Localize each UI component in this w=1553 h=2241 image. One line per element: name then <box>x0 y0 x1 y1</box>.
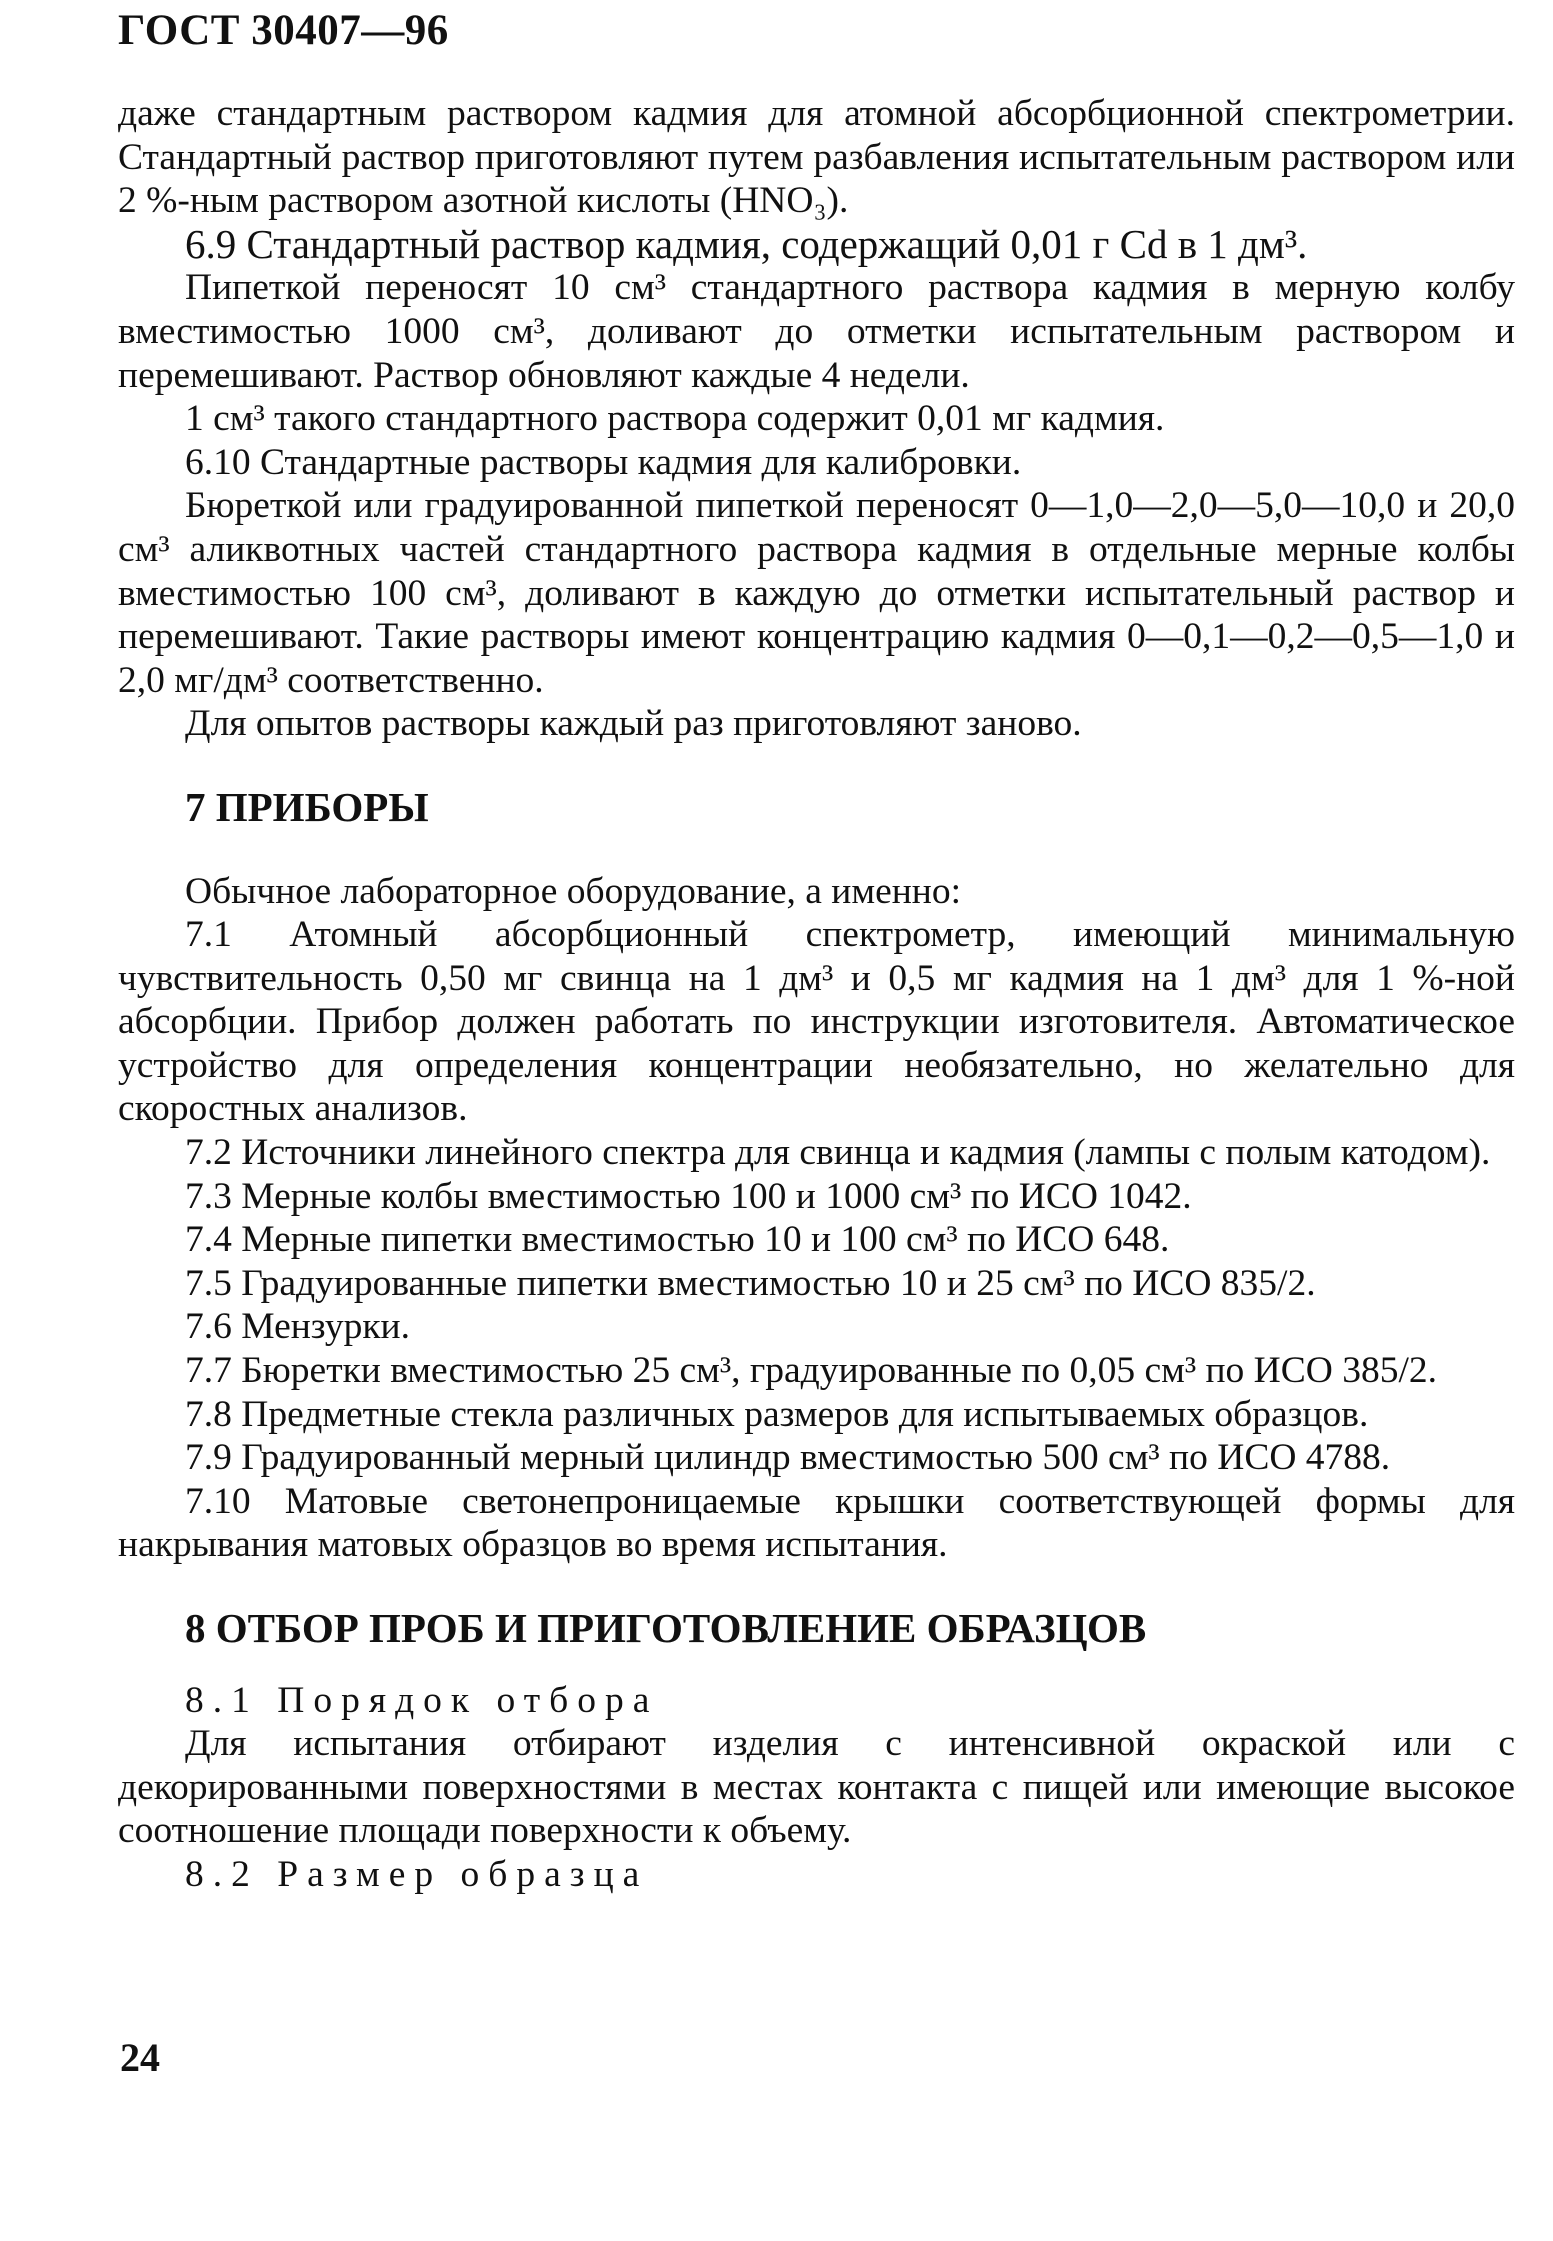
spacer <box>118 830 1515 870</box>
section-8-1-title: 8.1 Порядок отбора <box>185 1679 659 1721</box>
section-8-1-body: Для испытания отбирают изделия с интенсивной окраской или с декорированными поверхностями в местах контакта с пищей или имеющие высокое соотношение площади поверхности к объему. <box>118 1723 1515 1852</box>
list-item-7-2: 7.2 Источники линейного спектра для свинца и кадмия (лампы с полым катодом). <box>185 1132 1491 1174</box>
spacer <box>118 1651 1515 1679</box>
section-8-2-title: 8.2 Размер образца <box>185 1853 649 1895</box>
list-item-7-6: 7.6 Мензурки. <box>185 1306 410 1348</box>
section-6-10-note: Для опытов растворы каждый раз приготовляют заново. <box>185 703 1082 745</box>
paragraph-continuation: даже стандартным раствором кадмия для атомной абсорбционной спектрометрии. Стандартный раствор приготовляют путем разбавления испытательным раствором или 2 %-ным раствором азотной кислоты (HNO₃). <box>118 93 1515 222</box>
document-header: ГОСТ 30407—96 <box>118 7 449 54</box>
list-item-7-4: 7.4 Мерные пипетки вместимостью 10 и 100 см³ по ИСО 648. <box>185 1219 1170 1261</box>
section-7-intro: Обычное лабораторное оборудование, а именно: <box>185 870 962 912</box>
list-item-7-8: 7.8 Предметные стекла различных размеров для испытываемых образцов. <box>185 1393 1369 1435</box>
list-item-7-9: 7.9 Градуированный мерный цилиндр вместимостью 500 см³ по ИСО 4788. <box>185 1437 1391 1479</box>
section-6-10-body: Бюреткой или градуированной пипеткой переносят 0—1,0—2,0—5,0—10,0 и 20,0 см³ аликвотных частей стандартного раствора кадмия в отдельные мерные колбы вместимостью 100 см³, доливают в каждую до отметки испытательный раствор и перемешивают. Такие растворы имеют концентрацию кадмия 0—0,1—0,2—0,5—1,0 и 2,0 мг/дм³ соответственно. <box>118 485 1515 701</box>
list-item-7-10: 7.10 Матовые светонепроницаемые крышки соответствующей формы для накрывания матовых образцов во время испытания. <box>118 1480 1515 1566</box>
section-6-10-title: 6.10 Стандартные растворы кадмия для калибровки. <box>185 441 1022 483</box>
section-6-9-title: 6.9 Стандартный раствор кадмия, содержащий 0,01 г Cd в 1 дм³. <box>185 220 1308 267</box>
document-body <box>118 92 1515 1897</box>
section-6-9-body: Пипеткой переносят 10 см³ стандартного раствора кадмия в мерную колбу вместимостью 1000 см³, доливают до отметки испытательным раствором и перемешивают. Раствор обновляют каждые 4 недели. <box>118 267 1515 396</box>
section-7-heading: 7 ПРИБОРЫ <box>185 783 429 830</box>
section-6-9-note: 1 см³ такого стандартного раствора содержит 0,01 мг кадмия. <box>185 398 1165 440</box>
list-item-7-7: 7.7 Бюретки вместимостью 25 см³, градуированные по 0,05 см³ по ИСО 385/2. <box>185 1350 1438 1392</box>
page-number: 24 <box>120 2035 160 2080</box>
list-item-7-5: 7.5 Градуированные пипетки вместимостью 10 и 25 см³ по ИСО 835/2. <box>185 1262 1316 1304</box>
section-8-heading: 8 ОТБОР ПРОБ И ПРИГОТОВЛЕНИЕ ОБРАЗЦОВ <box>185 1605 1147 1651</box>
list-item-7-3: 7.3 Мерные колбы вместимостью 100 и 1000 см³ по ИСО 1042. <box>185 1175 1192 1217</box>
document-page <box>118 0 1518 2241</box>
list-item-7-1: 7.1 Атомный абсорбционный спектрометр, имеющий минимальную чувствительность 0,50 мг свинца на 1 дм³ и 0,5 мг кадмия на 1 дм³ для 1 %-ной абсорбции. Прибор должен работать по инструкции изготовителя. Автоматическое устройство для определения концентрации необязательно, но желательно для скоростных анализов. <box>118 914 1515 1130</box>
